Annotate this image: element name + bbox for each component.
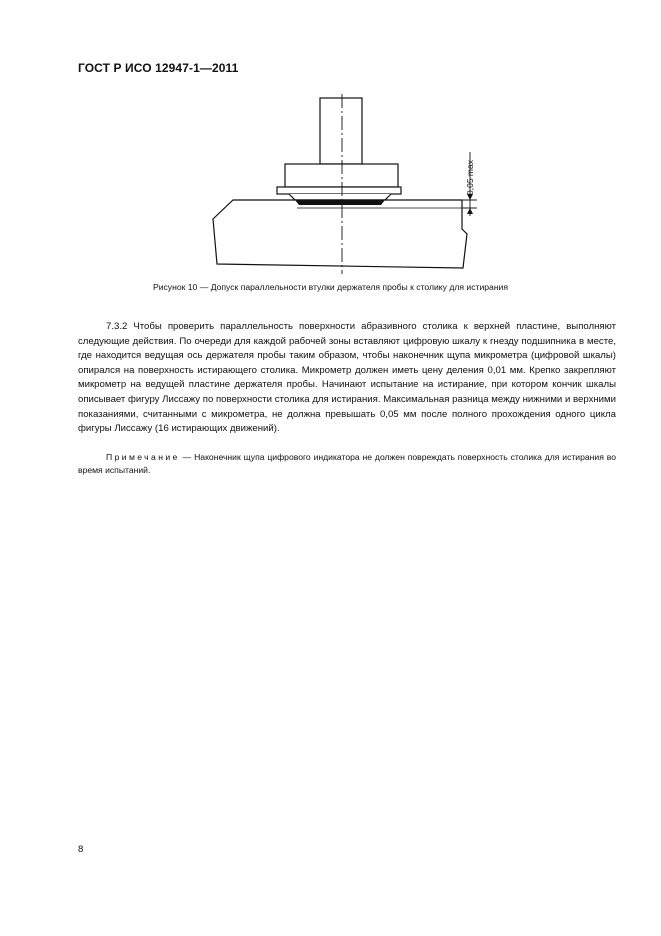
holder-flange (285, 164, 398, 187)
figure-caption: Рисунок 10 — Допуск параллельности втулки держателя пробы к столику для истирания (152, 282, 509, 292)
note-text: — Наконечник щупа цифрового индикатора не должен повреждать поверхность столика для истирания во время испытаний. (78, 452, 616, 475)
specimen-bush (289, 194, 391, 200)
parallelism-tolerance-figure (205, 92, 495, 277)
holder-shaft (320, 98, 362, 164)
page-number: 8 (78, 844, 84, 855)
contact-band (295, 200, 385, 205)
note-label: Примечание (106, 452, 180, 462)
dimension-label: 0,05 max (465, 160, 475, 195)
bearing-plate (277, 187, 401, 194)
note (78, 451, 616, 476)
abrasion-table (213, 200, 467, 268)
body-paragraph: 7.3.2 Чтобы проверить параллельность поверхности абразивного столика к верхней пластине, выполняют следующие действия. По очереди для каждой рабочей зоны вставляют цифровую шкалу к гнезду подшипника в месте, где находится ведущая ось держателя пробы таким образом, чтобы наконечник щупа микрометра (цифровой шкалы) опирался на поверхность истирающего столика. Микрометр должен иметь цену деления 0,01 мм. Крепко закрепляют микрометр на ведущей пластине держателя пробы. Начинают испытание на истирание, при котором кончик шкалы описывает фигуру Лиссажу по поверхности столика для истирания. Максимальная разница между нижними и верхними показаниями, считанными с микрометра, не должна превышать 0,05 мм после полного прохождения одного цикла фигуры Лиссажу (16 истирающих движений). (78, 321, 616, 435)
document-header: ГОСТ Р ИСО 12947-1—2011 (78, 61, 239, 75)
